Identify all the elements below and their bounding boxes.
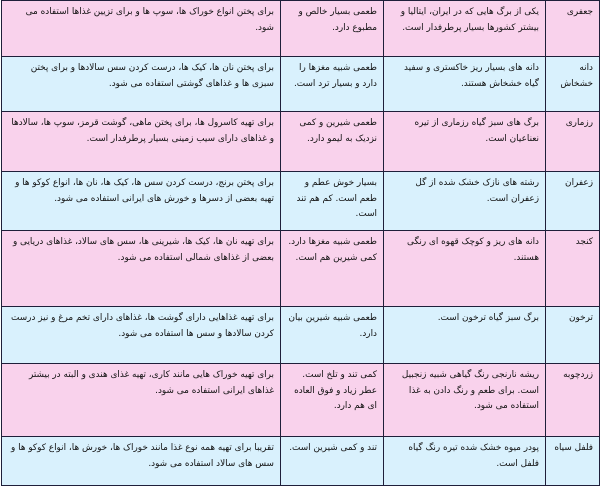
spice-description: یکی از برگ هایی که در ایران، ایتالیا و بیشتر کشورها بسیار پرطرفدار است. [384,1,546,57]
spice-table [1,0,600,486]
spice-description: دانه های بسیار ریز خاکستری و سفید گیاه خشخاش هستند. [384,57,546,112]
spice-description: دانه های ریز و کوچک قهوه ای رنگی هستند. [384,231,546,307]
spice-description: برگ سبز گیاه ترخون است. [384,307,546,364]
spice-name: رزماری [546,112,600,172]
table-row [2,57,600,112]
spice-taste: طعمی شبیه شیرین بیان دارد. [281,307,384,364]
spice-name: جعفری [546,1,600,57]
spice-taste: طعمی شبیه مغزها را دارد و بسیار ترد است. [281,57,384,112]
spice-usage: برای تهیه کاسرول ها، برای پختن ماهی، گوشت قرمز، سوپ ها، سالادها و غذاهای دارای سیب زمینی بسیار پرطرفدار است. [2,112,281,172]
spice-usage: برای پختن انواع خوراک ها، سوپ ها و برای تزیین غذاها استفاده می شود. [2,1,281,57]
spice-name: زردچوبه [546,364,600,437]
spice-name: فلفل سیاه [546,437,600,486]
table-row [2,437,600,486]
spice-taste: طعمی بسیار خالص و مطبوع دارد. [281,1,384,57]
spice-description: ریشه نارنجی رنگ گیاهی شبیه زنجبیل است. برای طعم و رنگ دادن به غذا استفاده می شود. [384,364,546,437]
table-row [2,231,600,307]
spice-taste: طعمی شبیه مغزها دارد. کمی شیرین هم است. [281,231,384,307]
table-row [2,1,600,57]
spice-taste: بسیار خوش عطم و طعم است. کم هم تند است. [281,172,384,231]
spice-taste: تند و کمی شیرین است. [281,437,384,486]
spice-name: زعفران [546,172,600,231]
spice-description: برگ های سبز گیاه رزماری از تیره نعناعیان است. [384,112,546,172]
spice-usage: برای تهیه نان ها، کیک ها، شیرینی ها، سس های سالاد، غذاهای دریایی و بعضی از غذاهای شمالی استفاده می شود. [2,231,281,307]
spice-name: ترخون [546,307,600,364]
spice-name: دانه خشخاش [546,57,600,112]
spice-usage: برای پختن برنج، درست کردن سس ها، کیک ها، نان ها، انواع کوکو ها و تهیه بعضی از دسرها و خورش های ایرانی استفاده می شود. [2,172,281,231]
table-row [2,307,600,364]
spice-usage: برای تهیه غذاهایی دارای گوشت ها، غذاهای دارای تخم مرغ و نیز درست کردن سالادها و سس ها استفاده می شود. [2,307,281,364]
table-row [2,364,600,437]
spice-name: کنجد [546,231,600,307]
table-row [2,172,600,231]
spice-usage: برای پختن نان ها، کیک ها، درست کردن سس سالادها و برای پختن سبزی ها و غذاهای گوشتی استفاده می شود. [2,57,281,112]
spice-description: رشته های نازک خشک شده از گل زعفران است. [384,172,546,231]
spice-taste: کمی تند و تلخ است. عطر زیاد و فوق العاده ای هم دارد. [281,364,384,437]
spice-description: پودر میوه خشک شده تیره رنگ گیاه فلفل است. [384,437,546,486]
spice-usage: تقریبا برای تهیه همه نوع غذا مانند خوراک ها، خورش ها، انواع کوکو ها و سس های سالاد استفاده می شود. [2,437,281,486]
table-row [2,112,600,172]
spice-taste: طعمی شیرین و کمی نزدیک به لیمو دارد. [281,112,384,172]
spice-usage: برای تهیه خوراک هایی مانند کاری، تهیه غذای هندی و البته در بیشتر غذاهای ایرانی استفاده می شود. [2,364,281,437]
